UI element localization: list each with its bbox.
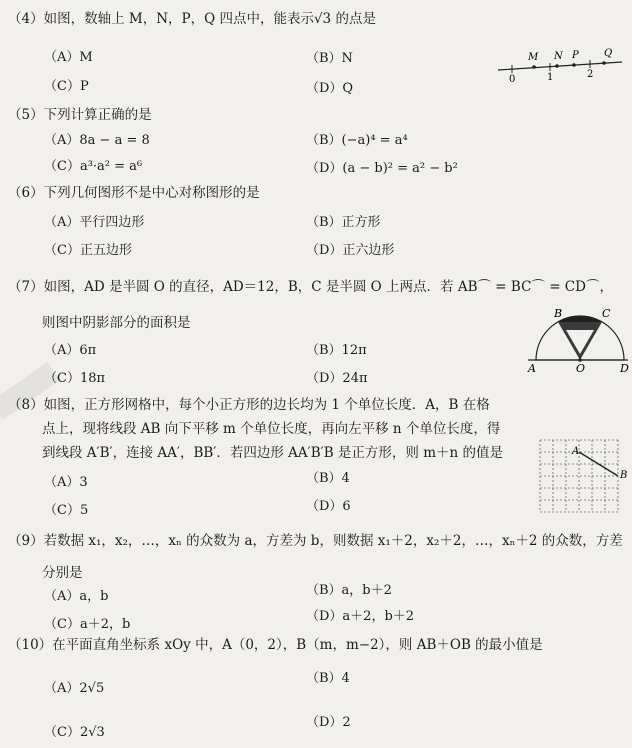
q7-semicircle-figure	[526, 302, 630, 374]
q9-stem: （9）若数据 x₁，x₂，…，xₙ 的众数为 a，方差为 b，则数据 x₁＋2，x₂＋2，…，xₙ＋2 的众数，方差	[8, 533, 623, 549]
tick-label-2: 2	[587, 69, 594, 80]
q10-option-a[interactable]: （A）2√5	[44, 681, 105, 696]
q6-option-b[interactable]: （B）正方形	[306, 215, 381, 230]
q9-option-b[interactable]: （B）a，b＋2	[306, 583, 392, 598]
q4-option-b[interactable]: （B）N	[306, 51, 353, 66]
label-q: Q	[604, 48, 613, 59]
label-p: P	[572, 50, 579, 61]
label-b: B	[554, 307, 563, 320]
q5-option-b[interactable]: （B）(−a)⁴ = a⁴	[306, 133, 408, 148]
q4-option-c[interactable]: （C）P	[44, 79, 89, 94]
q6-option-d[interactable]: （D）正六边形	[306, 243, 395, 258]
q7-stem-continued: 则图中阴影部分的面积是	[42, 315, 191, 331]
grid-lines	[540, 440, 620, 512]
q5-stem: （5）下列计算正确的是	[8, 107, 152, 123]
q10-option-b[interactable]: （B）4	[306, 671, 350, 686]
q8-option-a[interactable]: （A）3	[44, 475, 88, 490]
q4-option-a[interactable]: （A）M	[44, 50, 93, 65]
label-a: A	[528, 362, 536, 374]
q9-stem-continued: 分别是	[42, 565, 83, 581]
label-m: M	[528, 52, 539, 63]
point-m	[532, 65, 536, 69]
q9-option-d[interactable]: （D）a＋2，b＋2	[306, 609, 415, 624]
q7-option-a[interactable]: （A）6π	[44, 343, 97, 358]
q7-option-b[interactable]: （B）12π	[306, 343, 367, 358]
tick-label-1: 1	[547, 72, 554, 83]
point-q	[602, 61, 606, 65]
q8-option-d[interactable]: （D）6	[306, 499, 351, 514]
q5-option-d[interactable]: （D）(a − b)² = a² − b²	[306, 161, 458, 176]
q5-option-c[interactable]: （C）a³·a² = a⁶	[44, 159, 143, 174]
q10-option-c[interactable]: （C）2√3	[44, 725, 105, 740]
shaded-segment	[558, 316, 602, 322]
label-o: O	[576, 362, 586, 374]
q9-option-a[interactable]: （A）a，b	[44, 589, 109, 604]
q5-option-a[interactable]: （A）8a − a = 8	[44, 133, 150, 148]
q8-stem: （8）如图，正方形网格中，每个小正方形的边长均为 1 个单位长度．A，B 在格	[8, 397, 490, 413]
q6-option-c[interactable]: （C）正五边形	[44, 243, 132, 258]
q9-option-c[interactable]: （C）a＋2，b	[44, 617, 131, 632]
label-d: D	[620, 362, 629, 374]
q10-stem: （10）在平面直角坐标系 xOy 中，A（0，2），B（m，m−2），则 AB＋OB 的最小值是	[8, 637, 543, 653]
q7-option-c[interactable]: （C）18π	[44, 371, 106, 386]
label-n: N	[554, 51, 563, 62]
q7-option-d[interactable]: （D）24π	[306, 371, 368, 386]
label-c: C	[602, 307, 611, 320]
q8-stem-line2: 点上，现将线段 AB 向下平移 m 个单位长度，再向左平移 n 个单位长度，得	[42, 421, 501, 437]
q6-option-a[interactable]: （A）平行四边形	[44, 215, 145, 230]
q8-option-b[interactable]: （B）4	[306, 471, 350, 486]
q8-grid-figure	[536, 436, 628, 514]
label-a: A	[572, 446, 580, 457]
q7-stem: （7）如图，AD 是半圆 O 的直径，AD＝12，B，C 是半圆 O 上两点．若 AB⌒ = BC⌒ = CD⌒，	[8, 279, 613, 295]
q10-option-d[interactable]: （D）2	[306, 715, 351, 730]
q4-option-d[interactable]: （D）Q	[306, 81, 354, 96]
q8-option-c[interactable]: （C）5	[44, 503, 89, 518]
label-b: B	[620, 470, 628, 481]
point-n	[555, 64, 559, 68]
q4-number-line-figure	[494, 46, 628, 86]
point-p	[572, 63, 576, 67]
q6-stem: （6）下列几何图形不是中心对称图形的是	[8, 185, 260, 201]
tick-label-0: 0	[509, 74, 516, 85]
q4-stem: （4）如图，数轴上 M，N，P，Q 四点中，能表示√3 的点是	[8, 11, 376, 27]
q8-stem-line3: 到线段 A′B′，连接 AA′，BB′．若四边形 AA′B′B 是正方形，则 m＋n 的值是	[42, 445, 503, 461]
